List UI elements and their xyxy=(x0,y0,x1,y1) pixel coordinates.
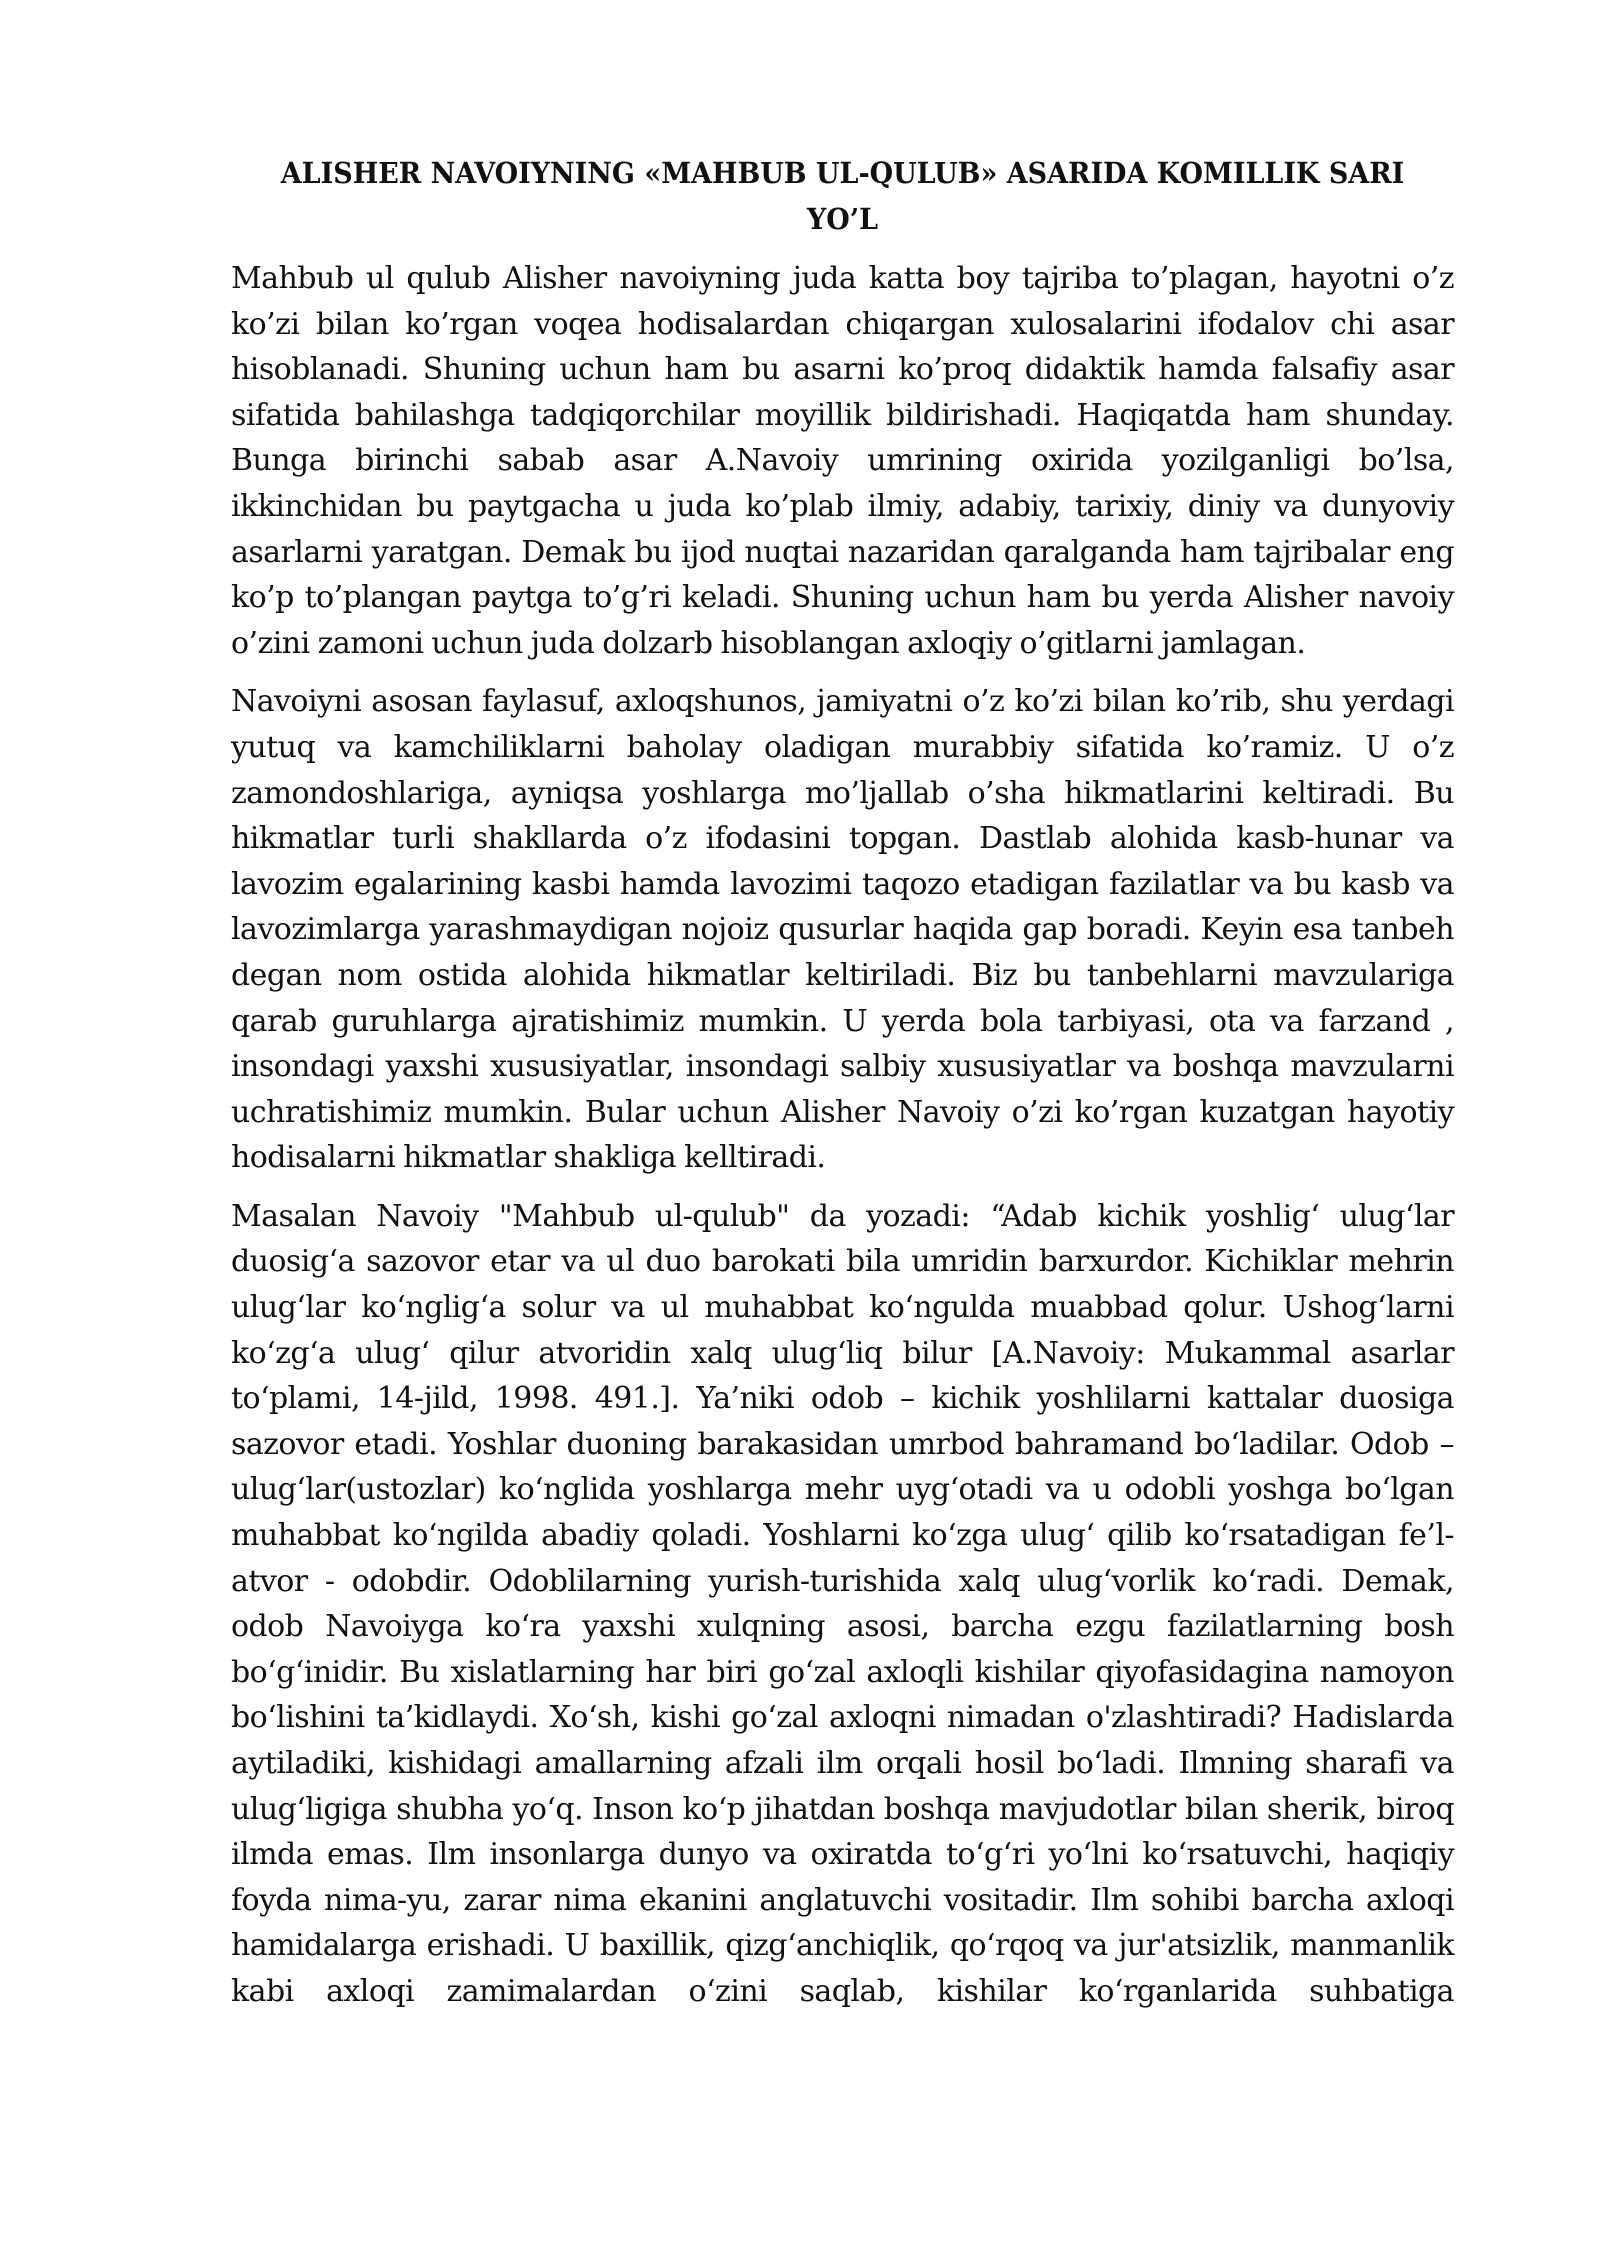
paragraph-1: Mahbub ul qulub Alisher navoiyning juda katta boy tajriba to’plagan, hayotni o’z ko’zi bilan ko’rgan voqea hodisalardan chiqargan xulosalarini ifodalov chi asar hisoblanadi. Shuning uchun ham bu asarni ko’proq didaktik hamda falsafiy asar sifatida bahilashga tadqiqorchilar moyillik bildirishadi. Haqiqatda ham shunday. Bunga birinchi sabab asar A.Navoiy umrining oxirida yozilganligi bo’lsa, ikkinchidan bu paytgacha u juda ko’plab ilmiy, adabiy, tarixiy, diniy va dunyoviy asarlarni yaratgan. Demak bu ijod nuqtai nazaridan qaralganda ham tajribalar eng ko’p to’plangan paytga to’g’ri keladi. Shuning uchun ham bu yerda Alisher navoiy o’zini zamoni uchun juda dolzarb hisoblangan axloqiy o’gitlarni jamlagan. xyxy=(231,261,1454,661)
document-title: ALISHER NAVOIYNING «MAHBUB UL-QULUB» ASARIDA KOMILLIK SARI YO’L xyxy=(280,156,1405,236)
paragraph-2: Navoiyni asosan faylasuf, axloqshunos, jamiyatni o’z ko’zi bilan ko’rib, shu yerdagi yutuq va kamchiliklarni baholay oladigan murabbiy sifatida ko’ramiz. U o’z zamondoshlariga, ayniqsa yoshlarga mo’ljallab o’sha hikmatlarini keltiradi. Bu hikmatlar turli shakllarda o’z ifodasini topgan. Dastlab alohida kasb-hunar va lavozim egalarining kasbi hamda lavozimi taqozo etadigan fazilatlar va bu kasb va lavozimlarga yarashmaydigan nojoiz qusurlar haqida gap boradi. Keyin esa tanbeh degan nom ostida alohida hikmatlar keltiriladi. Biz bu tanbehlarni mavzulariga qarab guruhlarga ajratishimiz mumkin. U yerda bola tarbiyasi, ota va farzand , insondagi yaxshi xususiyatlar, insondagi salbiy xususiyatlar va boshqa mavzularni uchratishimiz mumkin. Bular uchun Alisher Navoiy o’zi ko’rgan kuzatgan hayotiy hodisalarni hikmatlar shakliga kelltiradi. xyxy=(231,684,1454,1176)
paragraph-3: Masalan Navoiy "Mahbub ul-qulub" da yozadi: “Adab kichik yoshlig‘ ulug‘lar duosig‘a sazovor etar va ul duo barokati bila umridin barxurdor. Kichiklar mehrin ulug‘lar ko‘nglig‘a solur va ul muhabbat ko‘ngulda muabbad qolur. Ushog‘larni ko‘zg‘a ulug‘ qilur atvoridin xalq ulug‘liq bilur [A.Navoiy: Mukammal asarlar to‘plami, 14-jild, 1998. 491.]. Ya’niki odob – kichik yoshlilarni kattalar duosiga sazovor etadi. Yoshlar duoning barakasidan umrbod bahramand bo‘ladilar. Odob – ulug‘lar(ustozlar) ko‘nglida yoshlarga mehr uyg‘otadi va u odobli yoshga bo‘lgan muhabbat ko‘ngilda abadiy qoladi. Yoshlarni ko‘zga ulug‘ qilib ko‘rsatadigan fe’l-atvor - odobdir. Odoblilarning yurish-turishida xalq ulug‘vorlik ko‘radi. Demak, odob Navoiyga ko‘ra yaxshi xulqning asosi, barcha ezgu fazilatlarning bosh bo‘g‘inidir. Bu xislatlarning har biri go‘zal axloqli kishilar qiyofasidagina namoyon bo‘lishini ta’kidlaydi. Xo‘sh, kishi go‘zal axloqni nimadan o'zlashtiradi? Hadislarda aytiladiki, kishidagi amallarning afzali ilm orqali hosil bo‘ladi. Ilmning sharafi va ulug‘ligiga shubha yo‘q. Inson ko‘p jihatdan boshqa mavjudotlar bilan sherik, biroq ilmda emas. Ilm insonlarga dunyo va oxiratda to‘g‘ri yo‘lni ko‘rsatuvchi, haqiqiy foyda nima-yu, zarar nima ekanini anglatuvchi vositadir. Ilm sohibi barcha axloqi hamidalarga erishadi. U baxillik, qizg‘anchiqlik, qo‘rqoq va jur'atsizlik, manmanlik kabi axloqi zamimalardan o‘zini saqlab, kishilar ko‘rganlarida suhbatiga xyxy=(231,1198,1454,2009)
document-body xyxy=(231,150,1454,2028)
